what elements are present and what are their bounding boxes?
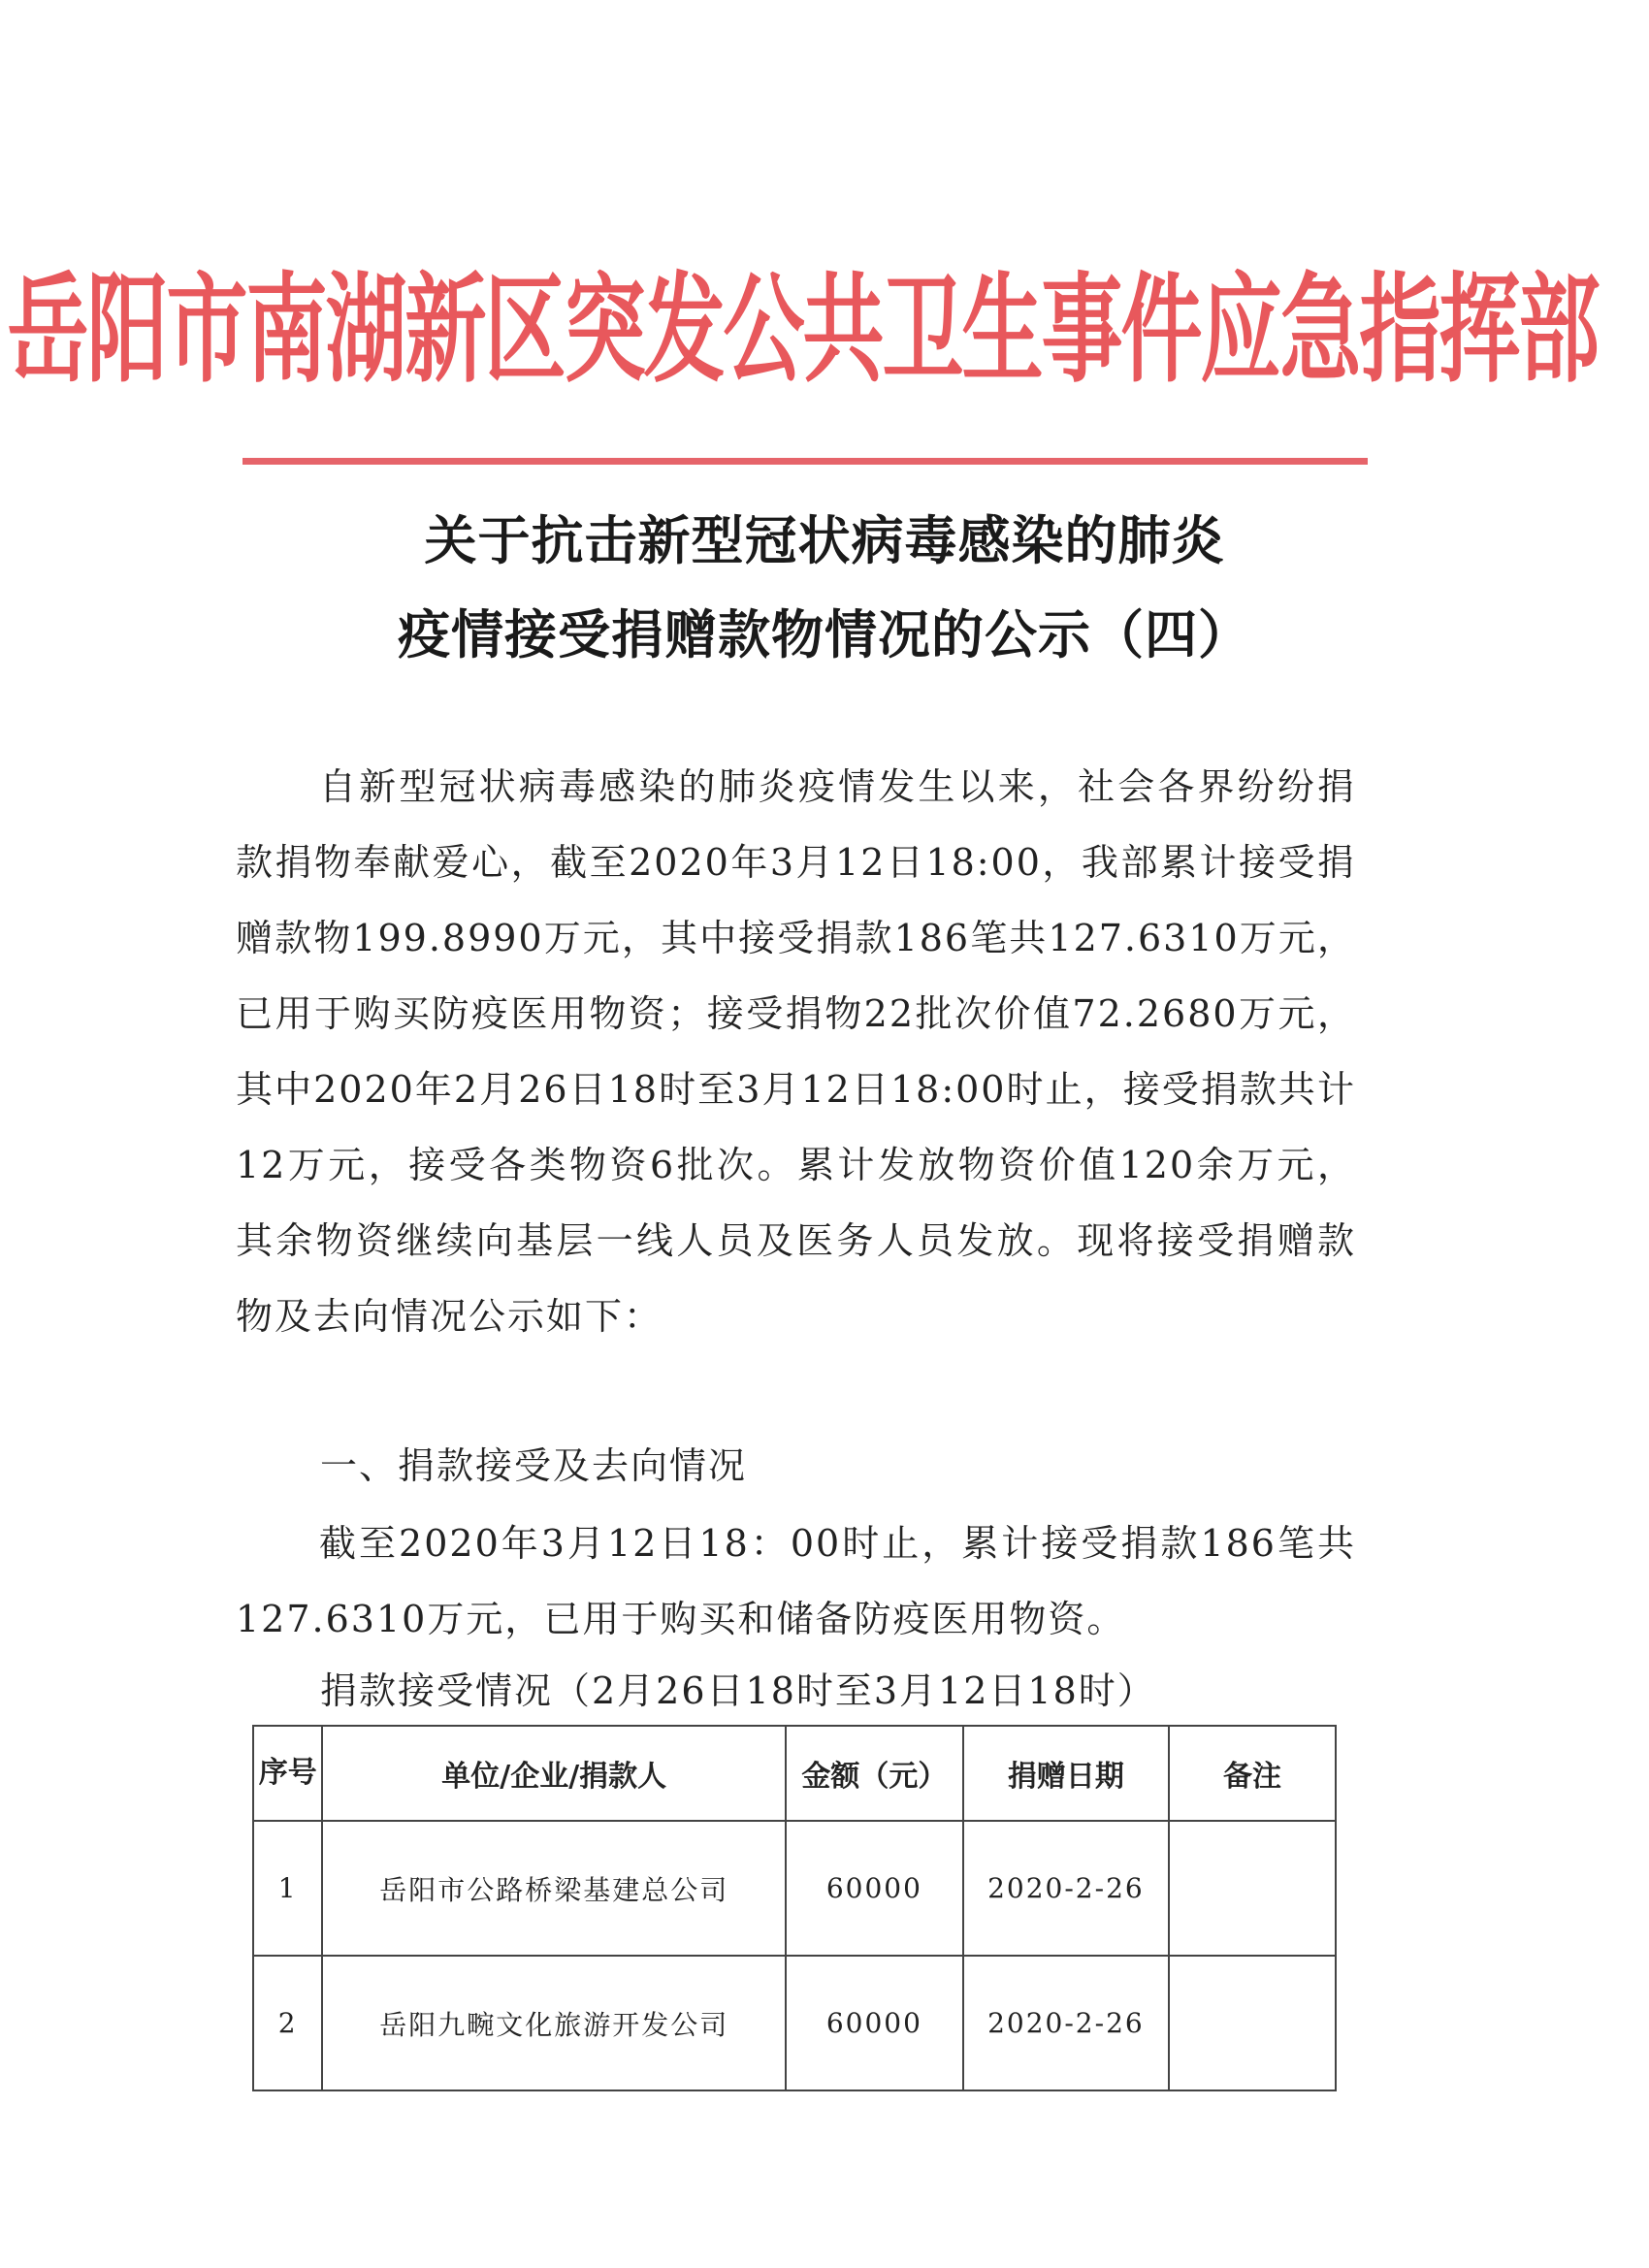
donations-table [252, 1725, 1337, 2091]
red-divider [242, 458, 1368, 465]
section-heading: 一、捐款接受及去向情况 [320, 1444, 748, 1487]
document-title-line2: 疫情接受捐赠款物情况的公示（四） [398, 603, 1251, 665]
cell-amount: 60000 [786, 1821, 963, 1956]
cell-note [1169, 1956, 1336, 2090]
header-amount: 金额（元） [786, 1726, 963, 1821]
header-donor: 单位/企业/捐款人 [322, 1726, 786, 1821]
cell-donor: 岳阳市公路桥梁基建总公司 [322, 1821, 786, 1956]
header-no: 序号 [253, 1726, 322, 1821]
header-note: 备注 [1169, 1726, 1336, 1821]
cell-donor: 岳阳九畹文化旅游开发公司 [322, 1956, 786, 2090]
table-row [253, 1956, 1336, 2090]
table-row [253, 1821, 1336, 1956]
section-paragraph: 截至2020年3月12日18：00时止，累计接受捐款186笔共127.6310万元，已用于购买和储备防疫医用物资。 [236, 1522, 1356, 1640]
cell-date: 2020-2-26 [963, 1956, 1169, 2090]
cell-date: 2020-2-26 [963, 1821, 1169, 1956]
table-header-row [253, 1726, 1336, 1821]
header-date: 捐赠日期 [963, 1726, 1169, 1821]
cell-no: 2 [253, 1956, 322, 2090]
table-caption: 捐款接受情况（2月26日18时至3月12日18时） [320, 1669, 1156, 1712]
issuer-title: 岳阳市南湖新区突发公共卫生事件应急指挥部 [7, 260, 1599, 399]
cell-no: 1 [253, 1821, 322, 1956]
cell-note [1169, 1821, 1336, 1956]
intro-paragraph: 自新型冠状病毒感染的肺炎疫情发生以来，社会各界纷纷捐款捐物奉献爱心，截至2020年3月12日18:00，我部累计接受捐赠款物199.8990万元，其中接受捐款186笔共127.6310万元，已用于购买防疫医用物资；接受捐物22批次价值72.2680万元，其中2020年2月26日18时至3月12日18:00时止，接受捐款共计12万元，接受各类物资6批次。累计发放物资价值120余万元，其余物资继续向基层一线人员及医务人员发放。现将接受捐赠款物及去向情况公示如下： [236, 765, 1356, 1338]
document-title-line1: 关于抗击新型冠状病毒感染的肺炎 [424, 509, 1225, 571]
cell-amount: 60000 [786, 1956, 963, 2090]
issuer-header [7, 201, 1599, 440]
